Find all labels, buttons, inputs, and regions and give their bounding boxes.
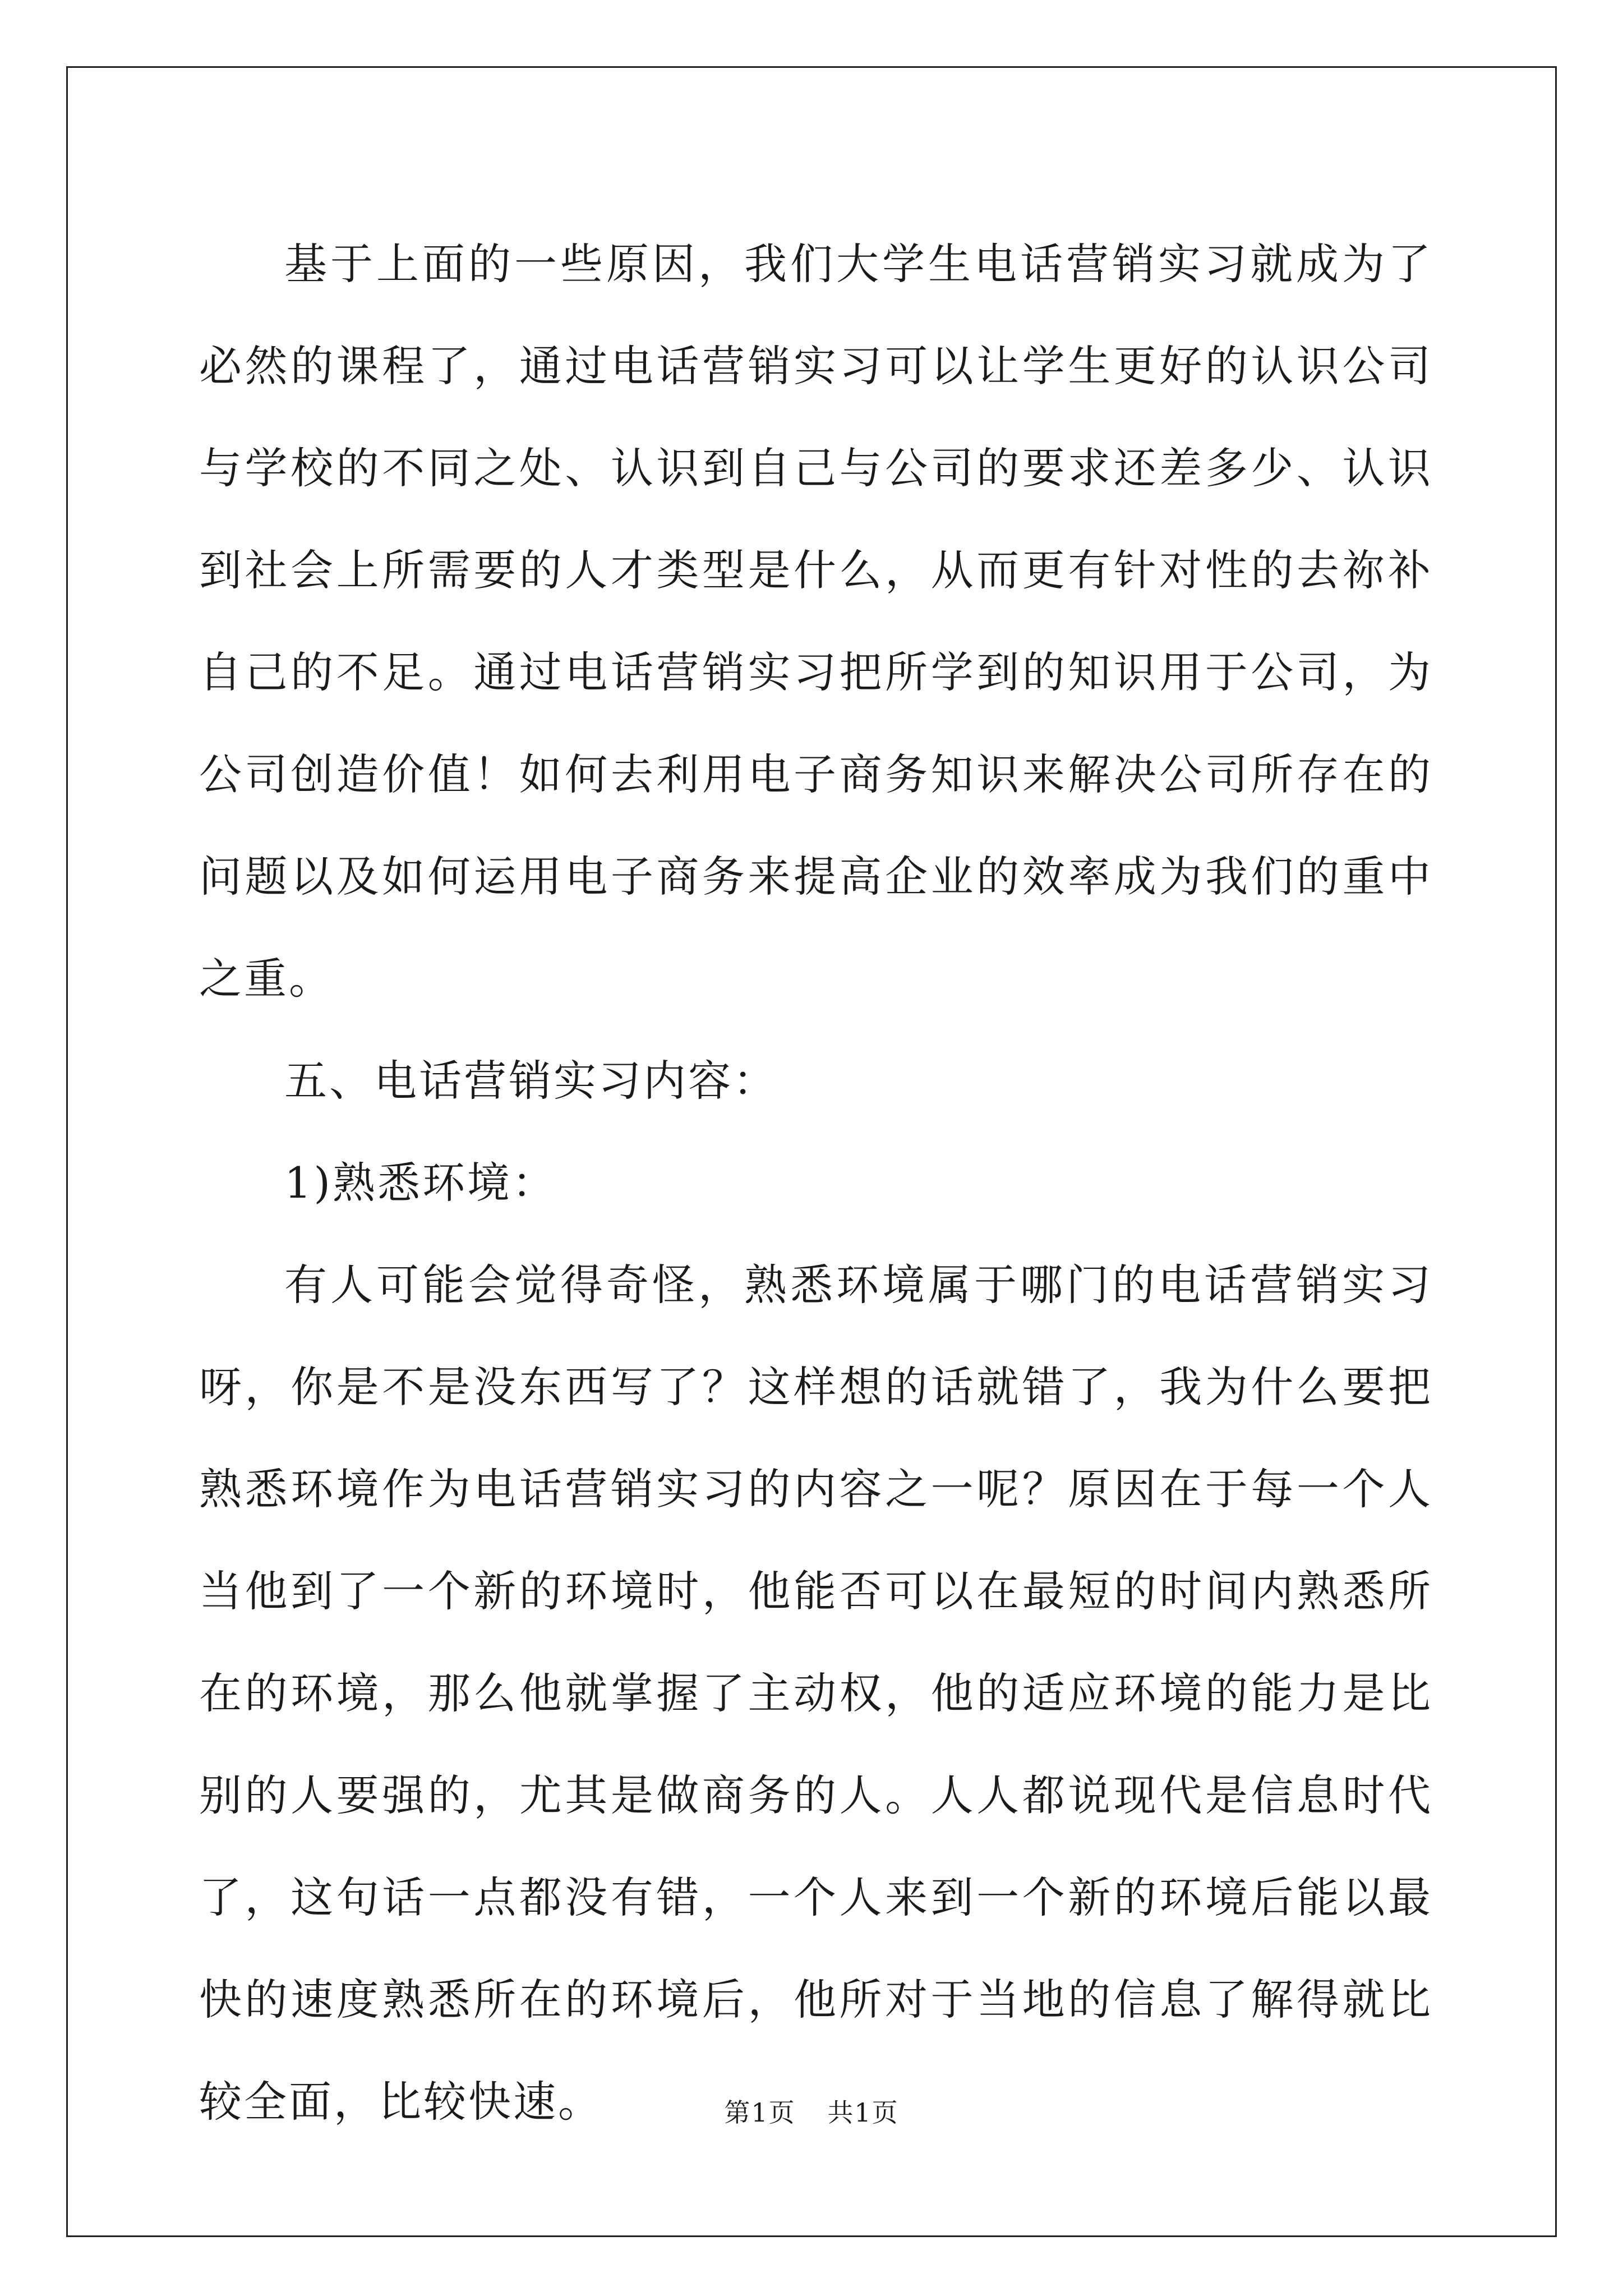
paragraph-environment: 有人可能会觉得奇怪，熟悉环境属于哪门的电话营销实习呀，你是不是没东西写了？这样想的话就错了，我为什么要把熟悉环境作为电话营销实习的内容之一呢？原因在于每一个人当他到了一个新的环境时，他能否可以在最短的时间内熟悉所在的环境，那么他就掌握了主动权，他的适应环境的能力是比别的人要强的，尤其是做商务的人。人人都说现代是信息时代了，这句话一点都没有错，一个人来到一个新的环境后能以最快的速度熟悉所在的环境后，他所对于当地的信息了解得就比较全面，比较快速。 [199, 1260, 1433, 2127]
subsection-heading: 1)熟悉环境： [284, 1158, 557, 1208]
paragraph-intro: 基于上面的一些原因，我们大学生电话营销实习就成为了必然的课程了，通过电话营销实习可以让学生更好的认识公司与学校的不同之处、认识到自己与公司的要求还差多少、认识到社会上所需要的人才类型是什么，从而更有针对性的去祢补自己的不足。通过电话营销实习把所学到的知识用于公司，为公司创造价值！如何去利用电子商务知识来解决公司所存在的问题以及如何运用电子商务来提高企业的效率成为我们的重中之重。 [199, 239, 1433, 1004]
section-heading: 五、电话营销实习内容： [284, 1056, 778, 1106]
page-footer [0, 2092, 1623, 2129]
page-number: 第1页 [724, 2097, 796, 2128]
page-total: 共1页 [827, 2097, 899, 2128]
document-body [199, 213, 1433, 2153]
